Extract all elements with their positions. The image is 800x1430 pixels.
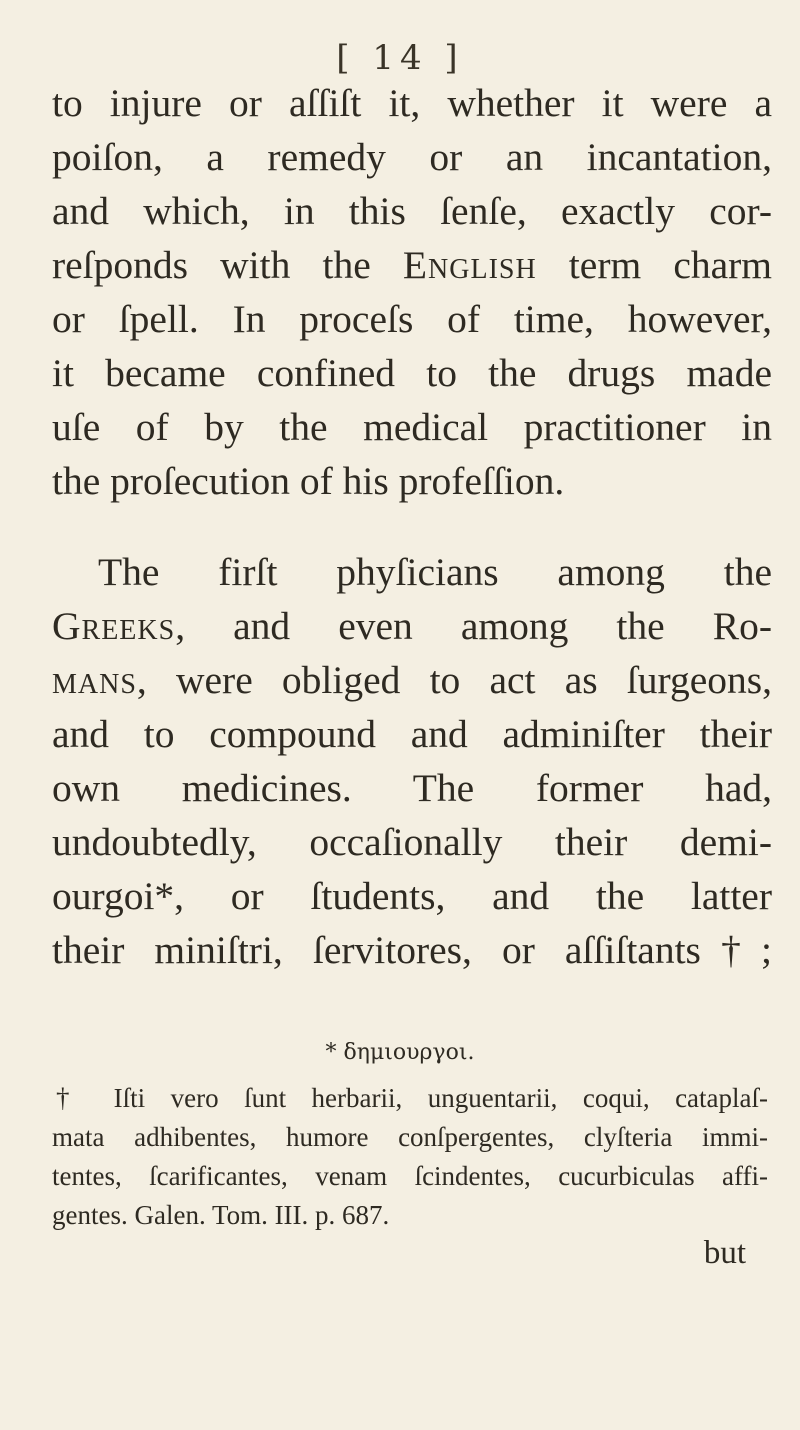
small-caps-word: Greeks: [52, 604, 176, 648]
text-segment: term charm: [536, 243, 773, 287]
paragraph-2-line-6: undoubtedly, occaſionally their demi-: [52, 820, 772, 864]
text-segment: reſponds with the: [52, 243, 403, 287]
paragraph-2-line-3: [52, 658, 772, 702]
paragraph-2-line-8: their miniſtri, ſervitores, or aſſiſtants†;: [52, 928, 772, 972]
paragraph-2-line-5: own medicines. The former had,: [52, 766, 772, 810]
footnote-dagger-line-4: gentes. Galen. Tom. III. p. 687.: [52, 1200, 390, 1230]
page-number: [ 14 ]: [336, 38, 464, 78]
paragraph-1-line-2: poiſon, a remedy or an incantation,: [52, 135, 772, 179]
paragraph-1-line-6: it became confined to the drugs made: [52, 351, 772, 395]
footnote-dagger-line-2: mata adhibentes, humore conſpergentes, clyſteria immi-: [52, 1122, 768, 1152]
footnote-dagger-line-1: † Iſti vero ſunt herbarii, unguentarii, coqui, cataplaſ-: [56, 1083, 768, 1113]
paragraph-1-line-1: to injure or aſſiſt it, whether it were a: [52, 81, 772, 125]
paragraph-1-line-3: and which, in this ſenſe, exactly cor-: [52, 189, 772, 233]
paragraph-2-line-7: ourgoi*, or ſtudents, and the latter: [52, 874, 772, 918]
paragraph-2-line-4: and to compound and adminiſter their: [52, 712, 772, 756]
text-segment: , and even among the Ro-: [175, 604, 772, 648]
small-caps-word: mans: [52, 658, 137, 702]
catchword: but: [703, 1235, 746, 1271]
paragraph-1-line-4: [52, 243, 773, 287]
paragraph-2-line-2: [52, 604, 772, 648]
paragraph-1-line-8: the proſecution of his profeſſion.: [52, 459, 565, 503]
paragraph-2-line-1: The firſt phyſicians among the: [98, 550, 772, 594]
small-caps-word: English: [402, 243, 537, 287]
paragraph-1-line-7: uſe of by the medical practitioner in: [52, 405, 772, 449]
text-segment: , were obliged to act as ſurgeons,: [136, 658, 772, 702]
paragraph-1-line-5: or ſpell. In proceſs of time, however,: [52, 297, 772, 341]
footnote-dagger-line-3: tentes, ſcarificantes, venam ſcindentes, cucurbiculas affi-: [52, 1161, 768, 1191]
footnote-star: * δημιουργοι.: [325, 1040, 475, 1065]
